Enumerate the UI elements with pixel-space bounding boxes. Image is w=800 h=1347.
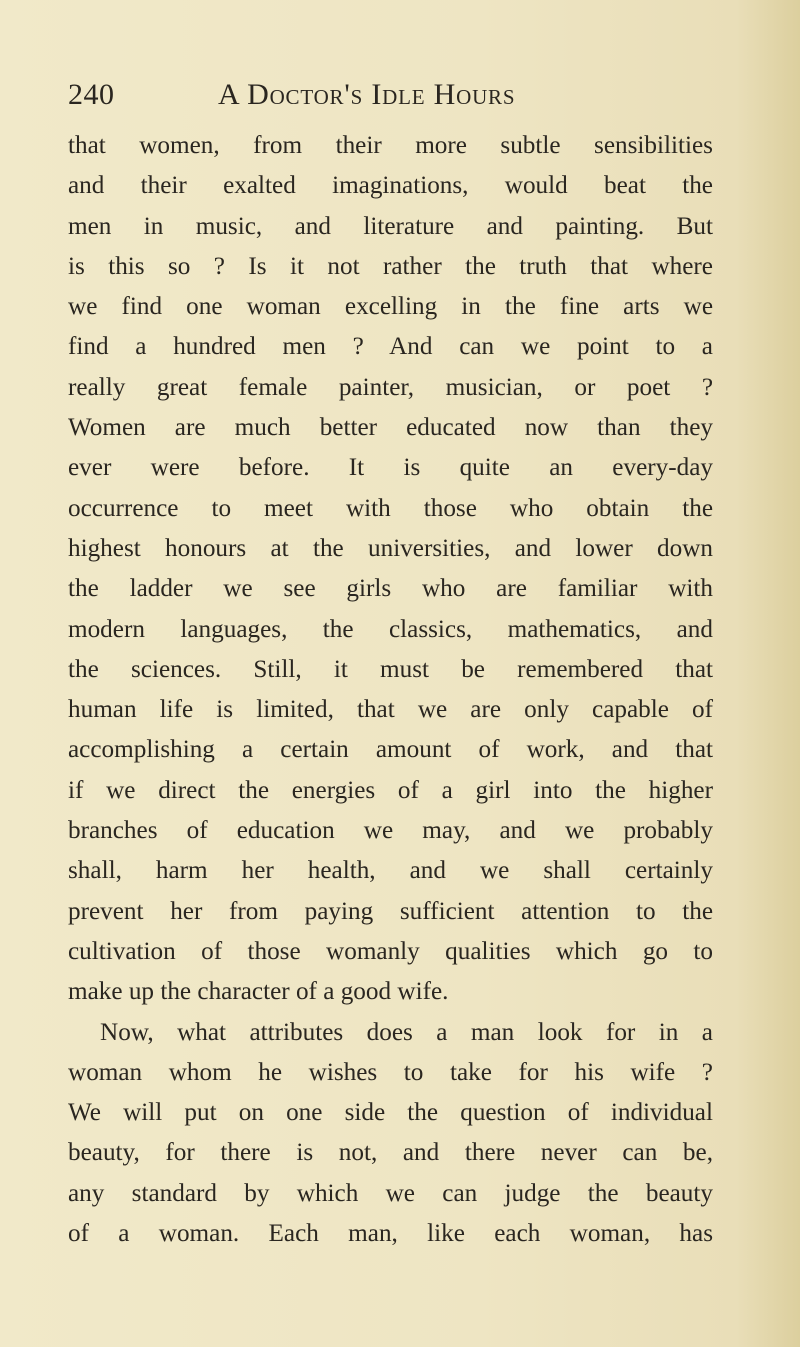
body-text xyxy=(68,126,713,1254)
text-line: highest honours at the universities, and lower down xyxy=(68,534,713,562)
text-line: modern languages, the classics, mathematics, and xyxy=(68,615,713,643)
text-line: occurrence to meet with those who obtain the xyxy=(68,494,713,522)
text-line: and their exalted imaginations, would beat the xyxy=(68,172,713,200)
text-line: woman whom he wishes to take for his wife ? xyxy=(68,1058,713,1086)
text-line: find a hundred men ? And can we point to a xyxy=(68,333,713,361)
text-line: beauty, for there is not, and there never can be, xyxy=(68,1139,713,1167)
text-line: that women, from their more subtle sensibilities xyxy=(68,132,713,159)
text-line: cultivation of those womanly qualities which go to xyxy=(68,937,713,965)
page-number: 240 xyxy=(68,78,115,111)
text-line: branches of education we may, and we probably xyxy=(68,817,713,845)
text-line: Women are much better educated now than they xyxy=(68,414,713,442)
text-line: We will put on one side the question of individual xyxy=(68,1099,713,1127)
text-line: make up the character of a good wife. xyxy=(68,978,449,1006)
page-header xyxy=(68,78,708,122)
text-line: accomplishing a certain amount of work, and that xyxy=(68,736,713,764)
text-line: ever were before. It is quite an every-day xyxy=(68,454,713,482)
text-line: is this so ? Is it not rather the truth that where xyxy=(68,252,713,280)
text-line: the sciences. Still, it must be remembered that xyxy=(68,655,713,683)
text-line: human life is limited, that we are only capable of xyxy=(68,696,713,724)
text-line: of a woman. Each man, like each woman, has xyxy=(68,1220,713,1248)
text-line: we find one woman excelling in the fine arts we xyxy=(68,293,713,321)
text-line: shall, harm her health, and we shall certainly xyxy=(68,857,713,885)
text-line: men in music, and literature and painting. But xyxy=(68,212,713,240)
text-line: any standard by which we can judge the beauty xyxy=(68,1179,713,1207)
running-title: A Doctor's Idle Hours xyxy=(218,78,516,111)
text-line: Now, what attributes does a man look for in a xyxy=(100,1018,713,1046)
text-line: prevent her from paying sufficient attention to the xyxy=(68,897,713,925)
text-line: if we direct the energies of a girl into the higher xyxy=(68,776,713,804)
text-line: the ladder we see girls who are familiar with xyxy=(68,575,713,603)
text-line: really great female painter, musician, or poet ? xyxy=(68,373,713,401)
